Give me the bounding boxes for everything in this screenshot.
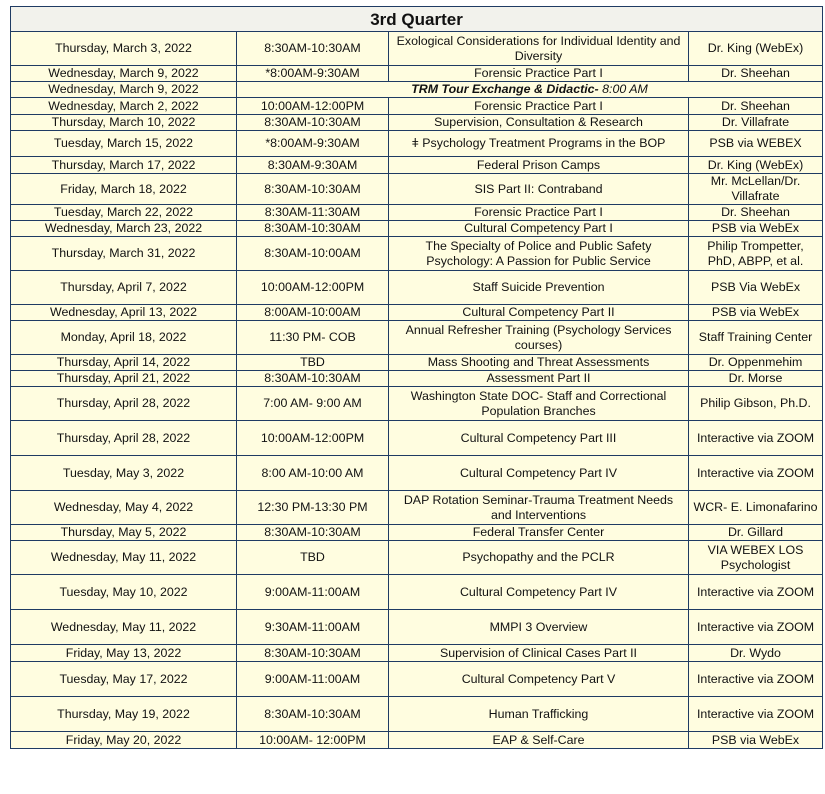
session-presenter: Dr. Gillard <box>689 525 823 541</box>
schedule-row <box>11 491 823 525</box>
schedule-row <box>11 610 823 645</box>
session-date: Friday, May 20, 2022 <box>11 732 237 749</box>
session-topic: Washington State DOC- Staff and Correctional Population Branches <box>389 387 689 421</box>
session-topic: ǂ Psychology Treatment Programs in the BOP <box>389 131 689 157</box>
session-topic: The Specialty of Police and Public Safety Psychology: A Passion for Public Service <box>389 237 689 271</box>
session-presenter: Interactive via ZOOM <box>689 421 823 456</box>
session-date: Tuesday, March 22, 2022 <box>11 205 237 221</box>
session-time: *8:00AM-9:30AM <box>237 66 389 82</box>
session-presenter: Dr. Sheehan <box>689 66 823 82</box>
schedule-row <box>11 662 823 697</box>
session-presenter: Interactive via ZOOM <box>689 610 823 645</box>
session-topic: Exological Considerations for Individual Identity and Diversity <box>389 32 689 66</box>
schedule-row <box>11 456 823 491</box>
session-topic: Cultural Competency Part IV <box>389 575 689 610</box>
session-topic: Mass Shooting and Threat Assessments <box>389 355 689 371</box>
quarter-title: 3rd Quarter <box>11 7 823 32</box>
session-date: Tuesday, March 15, 2022 <box>11 131 237 157</box>
schedule-row <box>11 66 823 82</box>
schedule-body <box>11 32 823 749</box>
session-time: 10:00AM-12:00PM <box>237 98 389 115</box>
session-topic: Psychopathy and the PCLR <box>389 541 689 575</box>
session-presenter: Dr. Sheehan <box>689 98 823 115</box>
session-presenter: Dr. King (WebEx) <box>689 157 823 174</box>
schedule-row <box>11 271 823 305</box>
session-topic: Forensic Practice Part I <box>389 66 689 82</box>
title-row <box>11 7 823 32</box>
schedule-row <box>11 421 823 456</box>
session-presenter: Interactive via ZOOM <box>689 456 823 491</box>
schedule-row <box>11 732 823 749</box>
session-time: 10:00AM- 12:00PM <box>237 732 389 749</box>
schedule-row <box>11 305 823 321</box>
session-presenter: Dr. Wydo <box>689 645 823 662</box>
special-event-description <box>237 82 823 98</box>
session-topic: DAP Rotation Seminar-Trauma Treatment Needs and Interventions <box>389 491 689 525</box>
session-time: 8:30AM-9:30AM <box>237 157 389 174</box>
session-presenter: Interactive via ZOOM <box>689 575 823 610</box>
session-date: Friday, March 18, 2022 <box>11 174 237 205</box>
session-topic: Cultural Competency Part III <box>389 421 689 456</box>
session-topic: Annual Refresher Training (Psychology Services courses) <box>389 321 689 355</box>
session-topic: Federal Prison Camps <box>389 157 689 174</box>
session-presenter: Interactive via ZOOM <box>689 697 823 732</box>
special-event-label: TRM Tour Exchange & Didactic- <box>411 82 599 96</box>
schedule-row <box>11 115 823 131</box>
session-time: 8:30AM-10:30AM <box>237 371 389 387</box>
session-presenter: PSB Via WebEx <box>689 271 823 305</box>
session-topic: SIS Part II: Contraband <box>389 174 689 205</box>
session-date: Wednesday, March 23, 2022 <box>11 221 237 237</box>
session-topic: EAP & Self-Care <box>389 732 689 749</box>
session-date: Thursday, March 3, 2022 <box>11 32 237 66</box>
schedule-row <box>11 174 823 205</box>
session-time: 9:00AM-11:00AM <box>237 575 389 610</box>
session-time: TBD <box>237 355 389 371</box>
session-presenter: Interactive via ZOOM <box>689 662 823 697</box>
session-presenter: Philip Gibson, Ph.D. <box>689 387 823 421</box>
session-presenter: Dr. King (WebEx) <box>689 32 823 66</box>
session-date: Thursday, April 28, 2022 <box>11 421 237 456</box>
session-time: 12:30 PM-13:30 PM <box>237 491 389 525</box>
session-topic: Cultural Competency Part I <box>389 221 689 237</box>
schedule-row <box>11 371 823 387</box>
session-time: 9:30AM-11:00AM <box>237 610 389 645</box>
session-topic: Forensic Practice Part I <box>389 205 689 221</box>
schedule-row <box>11 575 823 610</box>
session-date: Wednesday, May 11, 2022 <box>11 541 237 575</box>
session-date: Wednesday, April 13, 2022 <box>11 305 237 321</box>
session-date: Thursday, March 10, 2022 <box>11 115 237 131</box>
session-date: Tuesday, May 3, 2022 <box>11 456 237 491</box>
schedule-row <box>11 541 823 575</box>
session-time: 8:30AM-10:30AM <box>237 697 389 732</box>
session-time: 8:00AM-10:00AM <box>237 305 389 321</box>
session-date: Friday, May 13, 2022 <box>11 645 237 662</box>
session-time: 8:30AM-10:00AM <box>237 237 389 271</box>
schedule-row <box>11 321 823 355</box>
schedule-row <box>11 645 823 662</box>
session-time: TBD <box>237 541 389 575</box>
session-date: Wednesday, March 2, 2022 <box>11 98 237 115</box>
session-presenter: Philip Trompetter, PhD, ABPP, et al. <box>689 237 823 271</box>
schedule-row <box>11 157 823 174</box>
session-date: Thursday, March 17, 2022 <box>11 157 237 174</box>
session-date: Thursday, April 28, 2022 <box>11 387 237 421</box>
session-presenter: VIA WEBEX LOS Psychologist <box>689 541 823 575</box>
session-topic: Cultural Competency Part IV <box>389 456 689 491</box>
session-date: Wednesday, March 9, 2022 <box>11 66 237 82</box>
session-topic: Human Trafficking <box>389 697 689 732</box>
session-date: Tuesday, May 10, 2022 <box>11 575 237 610</box>
schedule-table <box>10 6 823 749</box>
session-time: *8:00AM-9:30AM <box>237 131 389 157</box>
session-date: Wednesday, May 4, 2022 <box>11 491 237 525</box>
session-presenter: Dr. Oppenmehim <box>689 355 823 371</box>
session-presenter: PSB via WebEx <box>689 305 823 321</box>
schedule-row <box>11 355 823 371</box>
session-presenter: Dr. Villafrate <box>689 115 823 131</box>
session-date: Thursday, March 31, 2022 <box>11 237 237 271</box>
session-date: Wednesday, May 11, 2022 <box>11 610 237 645</box>
session-date: Thursday, April 21, 2022 <box>11 371 237 387</box>
session-date: Thursday, May 5, 2022 <box>11 525 237 541</box>
session-topic: Assessment Part II <box>389 371 689 387</box>
special-event-time: 8:00 AM <box>602 82 648 96</box>
session-topic: Cultural Competency Part II <box>389 305 689 321</box>
schedule-row <box>11 697 823 732</box>
schedule-row <box>11 387 823 421</box>
schedule-row <box>11 98 823 115</box>
session-topic: Supervision of Clinical Cases Part II <box>389 645 689 662</box>
session-presenter: PSB via WebEx <box>689 732 823 749</box>
session-time: 8:00 AM-10:00 AM <box>237 456 389 491</box>
session-time: 8:30AM-10:30AM <box>237 221 389 237</box>
session-topic: MMPI 3 Overview <box>389 610 689 645</box>
session-time: 8:30AM-11:30AM <box>237 205 389 221</box>
schedule-row <box>11 237 823 271</box>
session-presenter: PSB via WEBEX <box>689 131 823 157</box>
special-event-date: Wednesday, March 9, 2022 <box>11 82 237 98</box>
session-time: 10:00AM-12:00PM <box>237 271 389 305</box>
session-topic: Cultural Competency Part V <box>389 662 689 697</box>
schedule-row <box>11 221 823 237</box>
session-presenter: WCR- E. Limonafarino <box>689 491 823 525</box>
session-date: Thursday, May 19, 2022 <box>11 697 237 732</box>
session-presenter: Dr. Sheehan <box>689 205 823 221</box>
session-time: 9:00AM-11:00AM <box>237 662 389 697</box>
session-topic: Federal Transfer Center <box>389 525 689 541</box>
session-date: Tuesday, May 17, 2022 <box>11 662 237 697</box>
session-presenter: PSB via WebEx <box>689 221 823 237</box>
session-time: 8:30AM-10:30AM <box>237 525 389 541</box>
session-presenter: Staff Training Center <box>689 321 823 355</box>
session-time: 10:00AM-12:00PM <box>237 421 389 456</box>
schedule-row <box>11 525 823 541</box>
session-date: Thursday, April 7, 2022 <box>11 271 237 305</box>
schedule-row <box>11 205 823 221</box>
special-event-row <box>11 82 823 98</box>
session-presenter: Mr. McLellan/Dr. Villafrate <box>689 174 823 205</box>
session-topic: Forensic Practice Part I <box>389 98 689 115</box>
schedule-row <box>11 131 823 157</box>
session-topic: Supervision, Consultation & Research <box>389 115 689 131</box>
session-date: Thursday, April 14, 2022 <box>11 355 237 371</box>
session-presenter: Dr. Morse <box>689 371 823 387</box>
session-time: 11:30 PM- COB <box>237 321 389 355</box>
session-time: 8:30AM-10:30AM <box>237 174 389 205</box>
session-time: 8:30AM-10:30AM <box>237 32 389 66</box>
schedule-row <box>11 32 823 66</box>
session-topic: Staff Suicide Prevention <box>389 271 689 305</box>
session-time: 8:30AM-10:30AM <box>237 115 389 131</box>
session-date: Monday, April 18, 2022 <box>11 321 237 355</box>
session-time: 8:30AM-10:30AM <box>237 645 389 662</box>
session-time: 7:00 AM- 9:00 AM <box>237 387 389 421</box>
